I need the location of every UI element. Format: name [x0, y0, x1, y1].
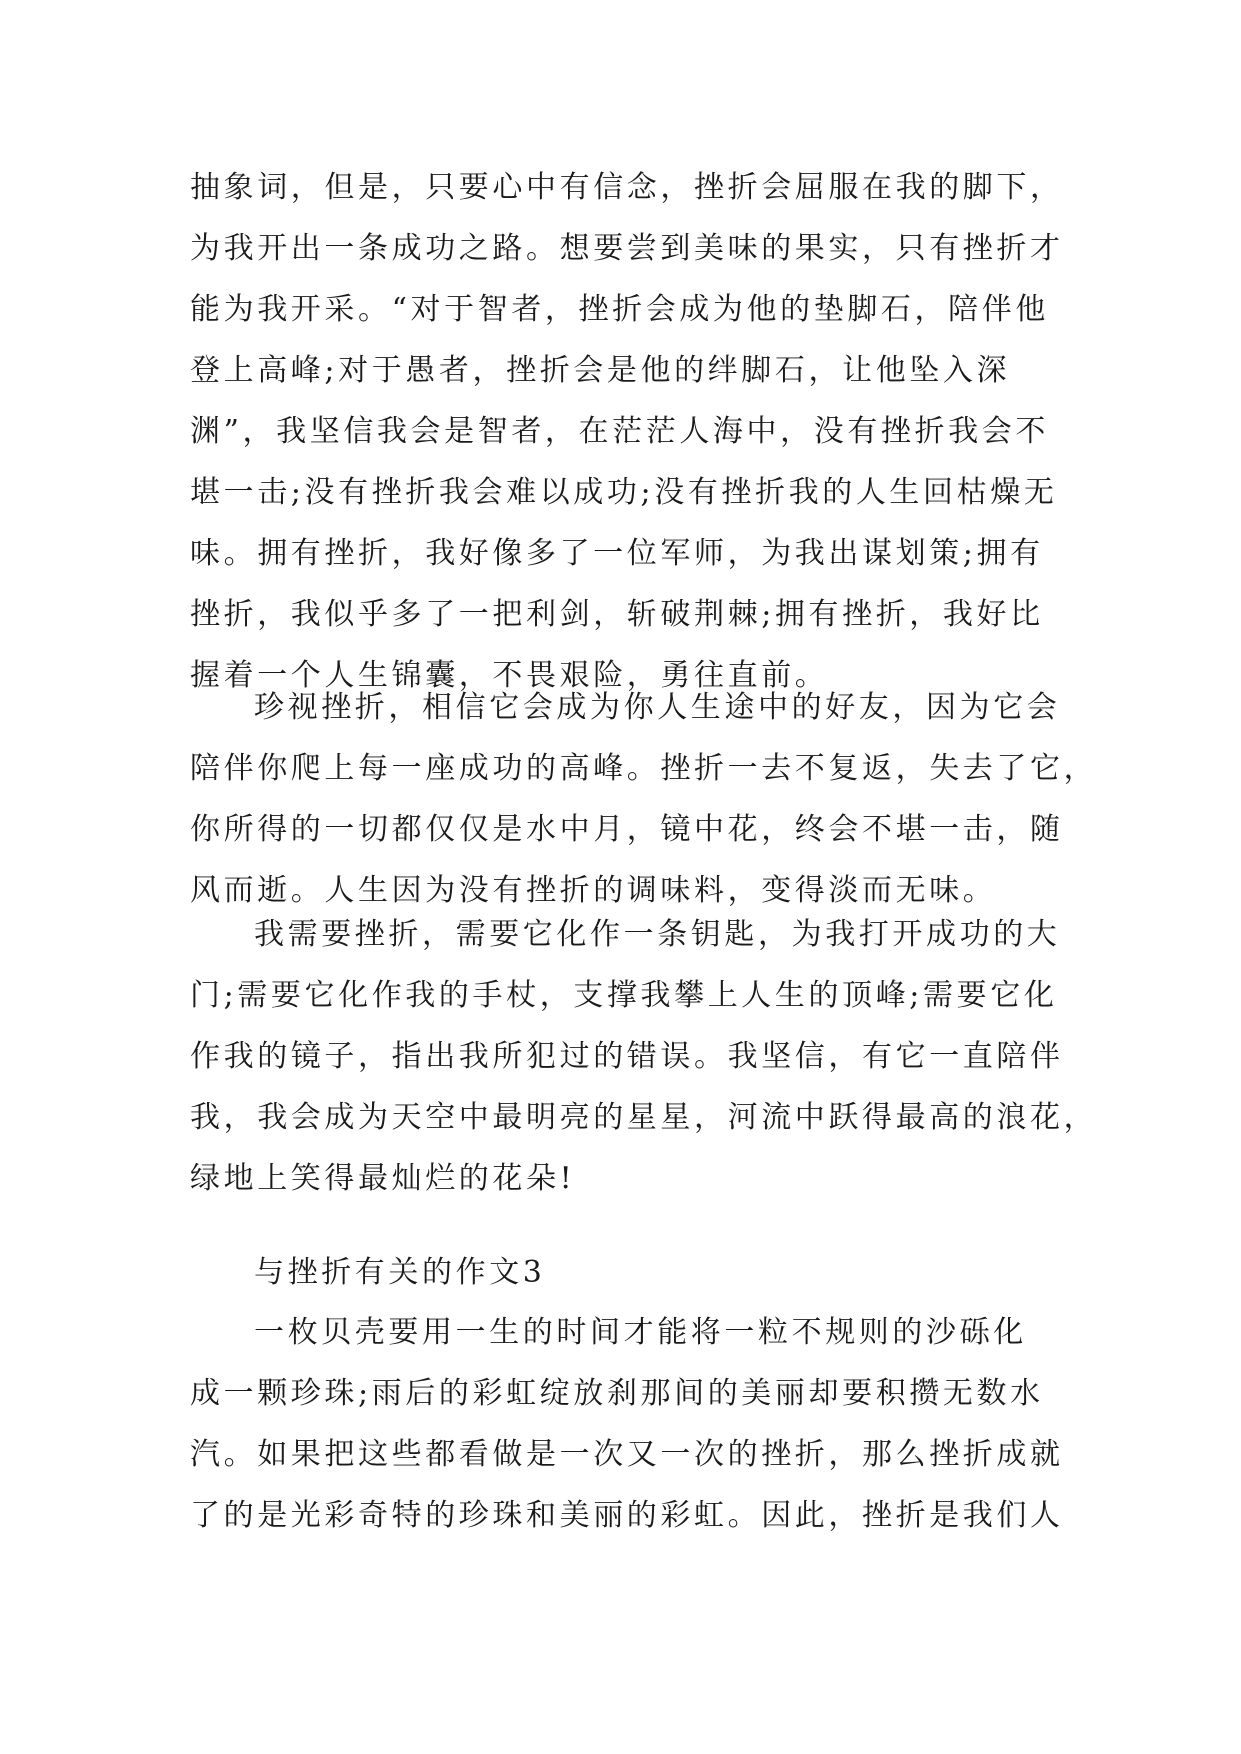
essay-3-title: 与挫折有关的作文3	[254, 1255, 546, 1290]
text-line: 成一颗珍珠;雨后的彩虹绽放刹那间的美丽却要积攒无数水	[190, 1376, 1044, 1411]
text-line: 一枚贝壳要用一生的时间才能将一粒不规则的沙砾化	[254, 1315, 1027, 1350]
text-line: 味。拥有挫折，我好像多了一位军师，为我出谋划策;拥有	[190, 536, 1044, 571]
text-line: 渊”，我坚信我会是智者，在茫茫人海中，没有挫折我会不	[190, 414, 1049, 449]
text-line: 陪伴你爬上每一座成功的高峰。挫折一去不复返，失去了它，	[190, 751, 1098, 786]
text-line: 挫折，我似乎多了一把利剑，斩破荆棘;拥有挫折，我好比	[190, 597, 1044, 632]
text-line: 汽。如果把这些都看做是一次又一次的挫折，那么挫折成就	[190, 1437, 1064, 1472]
essay-3-paragraph	[190, 1302, 1070, 1546]
text-line: 珍视挫折，相信它会成为你人生途中的好友，因为它会	[254, 690, 1061, 725]
text-line: 握着一个人生锦囊，不畏艰险，勇往直前。	[190, 658, 829, 693]
paragraph-cherish	[190, 677, 1098, 921]
text-line: 我，我会成为天空中最明亮的星星，河流中跃得最高的浪花，	[190, 1100, 1098, 1135]
text-line: 为我开出一条成功之路。想要尝到美味的果实，只有挫折才	[190, 231, 1064, 266]
text-line: 能为我开采。“对于智者，挫折会成为他的垫脚石，陪伴他	[190, 292, 1049, 327]
text-line: 风而逝。人生因为没有挫折的调味料，变得淡而无味。	[190, 873, 997, 908]
text-line: 你所得的一切都仅仅是水中月，镜中花，终会不堪一击，随	[190, 812, 1064, 847]
text-line: 门;需要它化作我的手杖，支撑我攀上人生的顶峰;需要它化	[190, 978, 1058, 1013]
text-line: 作我的镜子，指出我所犯过的错误。我坚信，有它一直陪伴	[190, 1039, 1064, 1074]
text-line: 绿地上笑得最灿烂的花朵!	[190, 1161, 576, 1196]
text-line: 抽象词，但是，只要心中有信念，挫折会屈服在我的脚下，	[190, 170, 1064, 205]
text-line: 堪一击;没有挫折我会难以成功;没有挫折我的人生回枯燥无	[190, 475, 1058, 510]
paragraph-need	[190, 904, 1098, 1209]
text-line: 了的是光彩奇特的珍珠和美丽的彩虹。因此，挫折是我们人	[190, 1498, 1064, 1533]
text-line: 登上高峰;对于愚者，挫折会是他的绊脚石，让他坠入深	[190, 353, 1011, 388]
text-line: 我需要挫折，需要它化作一条钥匙，为我打开成功的大	[254, 917, 1061, 952]
paragraph-continued	[190, 157, 1070, 706]
